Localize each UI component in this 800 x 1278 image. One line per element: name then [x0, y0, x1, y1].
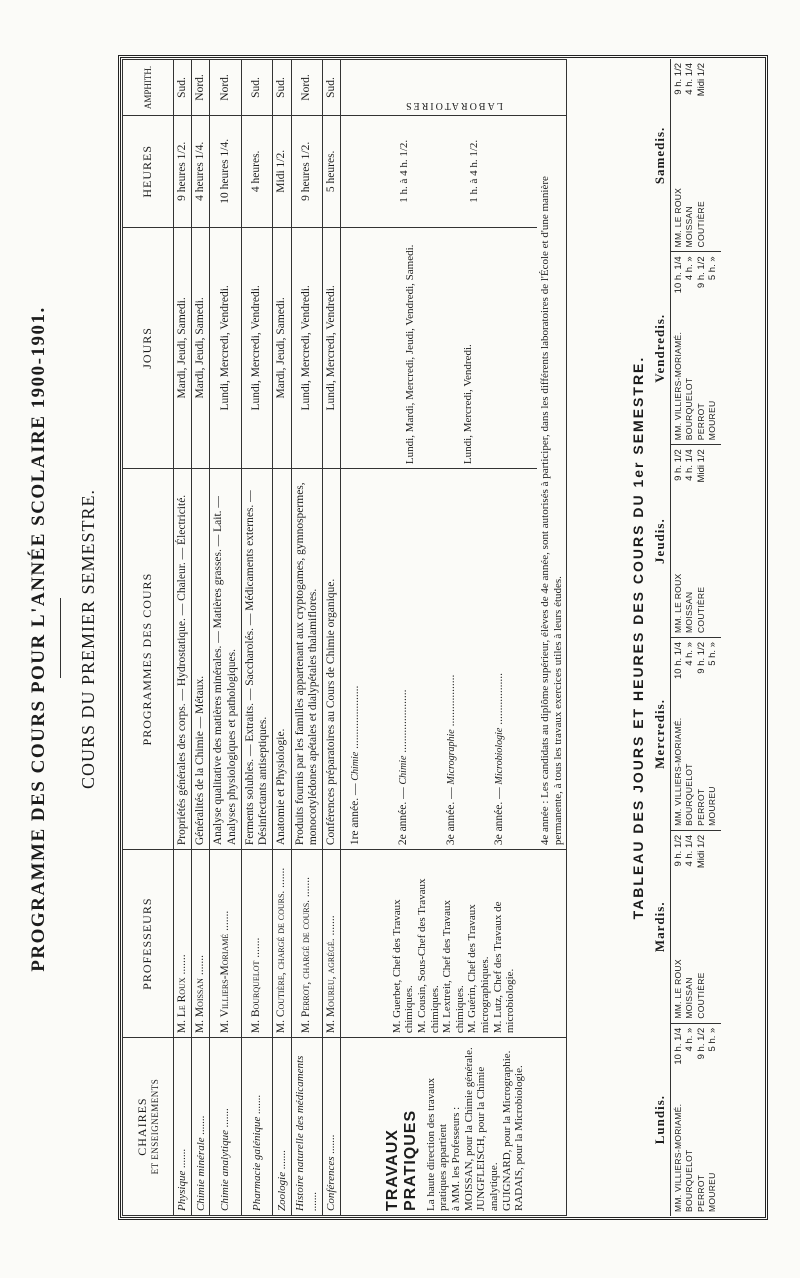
schedule-time: 9 h. 1/2: [695, 1027, 707, 1060]
day-column: [671, 830, 721, 1023]
jours-b: Lundi, Mercredi, Vendredi.: [462, 344, 475, 465]
jours-cell: Mardi, Jeudi, Samedi.: [273, 227, 291, 468]
professeur-cell: M. Moissan .......: [192, 850, 210, 1038]
page-title: PROGRAMME DES COURS POUR L'ANNÉE SCOLAIRE 1900-1901.: [28, 306, 49, 972]
header-programmes: PROGRAMMES DES COURS: [123, 469, 174, 850]
amphi-cell: Sud.: [273, 60, 291, 116]
schedule-professor: MOUREU: [707, 1172, 718, 1212]
annee-matiere: Chimie: [350, 751, 362, 781]
course-rows: [174, 60, 341, 1216]
schedule-professor: PERROT: [695, 788, 706, 826]
schedule-time: 5 h. »: [707, 1027, 719, 1052]
schedule-professor: MOISSAN: [684, 977, 695, 1019]
schedule-entry: [673, 835, 684, 1019]
schedule-entry: [707, 1028, 718, 1212]
day-column: [671, 252, 721, 445]
professeur-cell: M. Bourquelot .......: [241, 850, 272, 1038]
chef-line: M. Guérin, Chef des Travaux micrographiques.: [466, 904, 492, 1034]
amphi-cell: Sud.: [241, 60, 272, 116]
programme-cell: Produits fournis par les familles appartenant aux cryptogames, gymnospermes, monocotylédones apétales et dialypétales thalamiflores.: [291, 469, 322, 850]
amphi-cell: Nord.: [291, 60, 322, 116]
day-heading: Samedis.: [650, 59, 671, 252]
schedule-time: 9 h. 1/2: [673, 449, 684, 481]
heures-cell: 4 heures.: [241, 115, 272, 227]
professeur-cell: M. Moureu, agrégé. .......: [322, 850, 340, 1038]
travaux-jours-cell: [341, 227, 538, 468]
table-header-row: [123, 60, 174, 1216]
schedule-entry: [707, 642, 718, 826]
schedule-professor: MOUREU: [707, 786, 718, 826]
direction-line: La haute direction des travaux pratiques appartient: [424, 1077, 450, 1211]
schedule-time: 10 h. 1/4: [673, 642, 684, 679]
chaire-cell: Physique .......: [174, 1038, 192, 1216]
direction-line: MOISSAN, pour la Chimie générale.: [462, 1047, 475, 1211]
schedule-time: 9 h. 1/2: [673, 834, 684, 867]
chaire-cell: Chimie analytique .......: [210, 1038, 241, 1216]
programme-cell: Anatomie et Physiologie.: [273, 469, 291, 850]
jours-cell: Mardi, Jeudi, Samedi.: [174, 227, 192, 468]
heures-cell: 10 heures 1/4.: [210, 115, 241, 227]
chef-line: M. Guerbet, Chef des Travaux chimiques.: [390, 899, 416, 1034]
schedule-time: Midi 1/2: [695, 449, 707, 483]
schedule-entry: [696, 256, 707, 440]
course-row: [241, 60, 272, 1216]
day-column: [671, 638, 721, 831]
amphi-cell: Nord.: [210, 60, 241, 116]
professeur-cell: M. Coutière, chargé de cours. .......: [273, 850, 291, 1038]
page-subtitle: COURS DU PREMIER SEMESTRE.: [78, 488, 98, 790]
jours-cell: Lundi, Mercredi, Vendredi.: [322, 227, 340, 468]
annee-label: 3e année. —: [493, 787, 506, 846]
travaux-heures-cell: [341, 115, 538, 227]
heures-cell: 9 heures 1/2.: [291, 115, 322, 227]
day-heading: Vendredis.: [650, 252, 671, 445]
day-heading: Mercredis.: [650, 638, 671, 831]
header-chaires-label: CHAIRES: [134, 1097, 149, 1156]
schedule-entry: [696, 63, 707, 247]
schedule-professor: PERROT: [695, 402, 706, 441]
annee-matiere: Micrographie: [446, 729, 458, 785]
schedule-entry: [684, 835, 695, 1019]
annee-4: 3e année. — Microbiologie ..................: [493, 673, 506, 846]
schedule-entry: [684, 256, 695, 440]
schedule-professor: MM. VILLIERS-MORIAMÉ.: [673, 331, 683, 441]
schedule-professor: BOURQUELOT: [684, 377, 695, 441]
schedule-entry: [673, 1028, 684, 1212]
schedule-entry: [696, 1028, 707, 1212]
programme-cell: Propriétés générales des corps. — Hydrostatique. — Chaleur. — Électricité.: [174, 469, 192, 850]
schedule-entry: [673, 256, 684, 440]
chaire-cell: Pharmacie galénique .......: [241, 1038, 272, 1216]
chaire-cell: Conférences .......: [322, 1038, 340, 1216]
schedule-entry: [684, 63, 695, 247]
schedule-entry: [673, 63, 684, 247]
schedule-professor: MM. LE ROUX: [673, 187, 683, 248]
annee-matiere: Chimie: [398, 755, 410, 785]
schedule-time: 4 h. 1/4: [684, 63, 696, 95]
course-row: [210, 60, 241, 1216]
week-header-row: [650, 59, 671, 1216]
day-heading: Lundis.: [650, 1023, 671, 1216]
header-heures: HEURES: [123, 115, 174, 227]
programme-cell: Généralités de la Chimie — Métaux.: [192, 469, 210, 850]
header-amphi: AMPHITH.: [123, 60, 174, 116]
schedule-professor: MOUREU: [707, 400, 718, 441]
schedule-professor: MOISSAN: [684, 591, 695, 634]
schedule-time: 9 h. 1/2: [695, 256, 707, 289]
professeur-cell: M. Le Roux .......: [174, 850, 192, 1038]
travaux-row-1: [341, 60, 538, 1216]
schedule-professor: PERROT: [695, 1174, 706, 1212]
schedule-time: Midi 1/2: [695, 63, 707, 97]
schedule-professor: BOURQUELOT: [684, 1149, 695, 1212]
chaire-cell: Zoologie .......: [273, 1038, 291, 1216]
annee-matiere: Microbiologie: [494, 727, 506, 785]
schedule-entry: [696, 449, 707, 633]
programme-cell: Conférences préparatoires au Cours de Chimie organique.: [322, 469, 340, 850]
jours-cell: Lundi, Mercredi, Vendredi.: [241, 227, 272, 468]
chef-line: M. Lutz, Chef des Travaux de microbiologie.: [491, 901, 517, 1034]
heures-cell: Midi 1/2.: [273, 115, 291, 227]
schedule-time: 10 h. 1/4: [673, 1027, 684, 1065]
header-chaires-sub: ET ENSEIGNEMENTS: [149, 1078, 160, 1175]
schedule-professor: MM. LE ROUX: [673, 959, 683, 1019]
header-professeurs: PROFESSEURS: [123, 850, 174, 1038]
courses-table: [122, 59, 567, 1216]
annee-label: 3e année. —: [445, 787, 458, 846]
header-jours: JOURS: [123, 227, 174, 468]
heures-cell: 5 heures.: [322, 115, 340, 227]
programme-cell: Analyse qualitative des matières minérales. — Matières grasses. — Lait. — Analyses physiologiques et pathologiques.: [210, 469, 241, 850]
heures-a: 1 h. à 4 h. 1/2.: [397, 139, 410, 203]
amphi-cell: Nord.: [192, 60, 210, 116]
jours-cell: Lundi, Mercredi, Vendredi.: [291, 227, 322, 468]
direction-line: GUIGNARD, pour la Micrographie.: [500, 1050, 513, 1211]
day-heading: Jeudis.: [650, 445, 671, 638]
amphi-cell: Sud.: [174, 60, 192, 116]
course-row: [322, 60, 340, 1216]
heures-b: 1 h. à 4 h. 1/2.: [468, 139, 481, 203]
schedule-time: 5 h. »: [707, 256, 719, 281]
annee-2: 2e année. — Chimie ......................: [397, 689, 410, 846]
schedule-time: 9 h. 1/2: [695, 642, 707, 674]
schedule-professor: COUTIÈRE: [695, 586, 706, 634]
chef-line: M. Cousin, Sous-Chef des Travaux chimiques.: [415, 878, 441, 1034]
day-column: [671, 1023, 721, 1216]
schedule-time: Midi 1/2: [695, 834, 707, 869]
schedule-time: 4 h. »: [684, 642, 696, 666]
chaire-cell: Chimie minérale .......: [192, 1038, 210, 1216]
schedule-professor: MM. VILLIERS-MORIAMÉ.: [673, 717, 683, 826]
jours-a: Lundi, Mardi, Mercredi, Jeudi, Vendredi, Samedi.: [403, 244, 416, 465]
jours-cell: Lundi, Mercredi, Vendredi.: [210, 227, 241, 468]
header-chaires: [123, 1038, 174, 1216]
course-row: [174, 60, 192, 1216]
schedule-time: 4 h. 1/4: [684, 449, 696, 481]
schedule-entry: [673, 642, 684, 826]
schedule-time: 5 h. »: [707, 642, 719, 666]
schedule-entry: [707, 256, 718, 440]
laboratoires-cell: [341, 60, 567, 116]
amphi-cell: Sud.: [322, 60, 340, 116]
schedule-professor: COUTIÈRE: [695, 201, 706, 248]
annee-label: 2e année. —: [397, 787, 410, 846]
travaux-pratiques-block: [341, 60, 567, 1216]
professeur-cell: M. Villiers-Moriamé .......: [210, 850, 241, 1038]
schedule-professor: BOURQUELOT: [684, 763, 695, 826]
schedule-time: 4 h. »: [684, 256, 696, 281]
day-column: [671, 59, 721, 252]
schedule-entry: [696, 642, 707, 826]
annee-label: 1re année. —: [349, 783, 362, 846]
annee-3: 3e année. — Micrographie ..................: [445, 674, 458, 846]
chaire-cell: Histoire naturelle des médicaments .......: [291, 1038, 322, 1216]
schedule-entry: [673, 449, 684, 633]
schedule-professor: MOISSAN: [684, 206, 695, 248]
heures-cell: 9 heures 1/2.: [174, 115, 192, 227]
day-column: [671, 445, 721, 638]
schedule-time: 10 h. 1/4: [673, 256, 684, 294]
course-row: [291, 60, 322, 1216]
note-4e-annee: 4e année : Les candidats au diplôme supérieur, élèves de 4e année, sont autorisés à participer, dans les différents laboratoires de l'École et d'une manière permanente, à tous les travaux exercices utiles à leurs études.: [537, 115, 567, 849]
schedule-entry: [684, 1028, 695, 1212]
course-row: [273, 60, 291, 1216]
direction-line: RADAIS, pour la Microbiologie.: [513, 1065, 526, 1211]
title-divider: [60, 598, 61, 678]
direction-line: à MM. les Professeurs :: [449, 1106, 462, 1211]
schedule-entry: [684, 642, 695, 826]
travaux-title: TRAVAUX PRATIQUES: [383, 1109, 420, 1211]
schedule-professor: MM. LE ROUX: [673, 573, 683, 634]
tableau-title: TABLEAU DES JOURS ET HEURES DES COURS DU 1er SEMESTRE.: [630, 355, 646, 920]
direction-line: JUNGFLEISCH, pour la Chimie analytique.: [475, 1066, 500, 1211]
travaux-direction-cell: [341, 1038, 567, 1216]
schedule-entry: [684, 449, 695, 633]
week-body-row: [671, 59, 721, 1216]
schedule-time: 4 h. »: [684, 1027, 696, 1052]
day-heading: Mardis.: [650, 830, 671, 1023]
schedule-time: 9 h. 1/2: [673, 63, 684, 95]
course-row: [192, 60, 210, 1216]
jours-cell: Mardi, Jeudi, Samedi.: [192, 227, 210, 468]
laboratoires-label: LABORATOIRES: [404, 99, 504, 111]
programme-cell: Ferments solubles. — Extraits. — Saccharolés. — Médicaments externes. — Désinfectants antiseptiques.: [241, 469, 272, 850]
schedule-entry: [696, 835, 707, 1019]
schedule-time: 4 h. 1/4: [684, 834, 696, 867]
chef-line: M. Lextreit, Chef des Travaux chimiques.: [441, 899, 466, 1034]
week-schedule-table: [650, 59, 721, 1216]
annee-1: 1re année. — Chimie ......................: [349, 685, 362, 846]
schedule-professor: COUTIÈRE: [695, 972, 706, 1019]
travaux-chefs-cell: [341, 850, 567, 1038]
heures-cell: 4 heures 1/4.: [192, 115, 210, 227]
annees-cell: [341, 469, 538, 850]
professeur-cell: M. Perrot, chargé de cours. .......: [291, 850, 322, 1038]
schedule-professor: MM. VILLIERS-MORIAMÉ.: [673, 1103, 683, 1212]
